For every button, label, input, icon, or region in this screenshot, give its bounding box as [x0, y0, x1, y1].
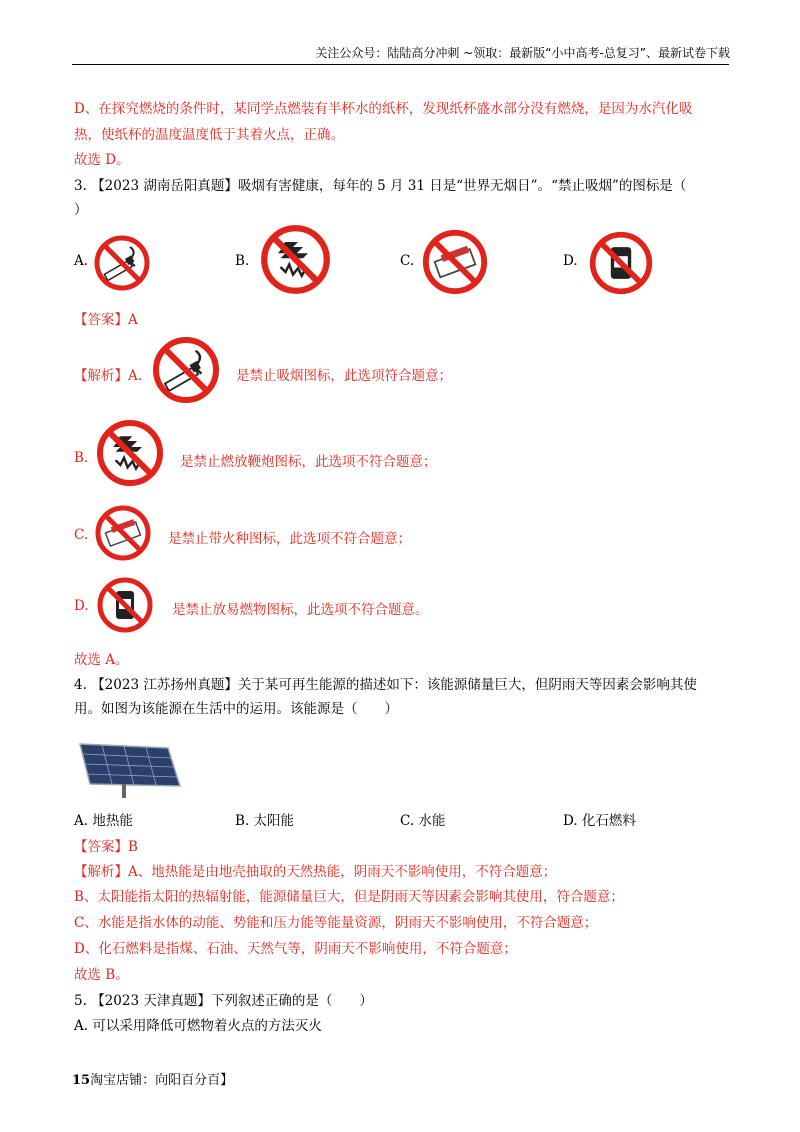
q5-number: 5. — [74, 993, 87, 1009]
page-footer — [72, 1069, 233, 1088]
q3-analysis-c-letter: C. — [74, 527, 89, 543]
q4-analysis-a — [74, 860, 556, 880]
q4-option-a: A. 地热能 — [74, 813, 133, 829]
q4-number: 4. — [74, 677, 87, 693]
q3-option-a-label: A. — [74, 253, 89, 269]
q5-stem — [74, 989, 373, 1009]
q3-answer-value: A — [128, 312, 138, 328]
q3-analysis-a — [74, 364, 142, 384]
q3-choice: 故选 A。 — [74, 652, 129, 668]
page-header: 关注公众号：陆陆高分冲刺 ~领取：最新版“小中高考-总复习”、最新试卷下载 — [315, 46, 730, 60]
no-flammables-icon — [95, 575, 155, 635]
q5-option-a: A. 可以采用降低可燃物着火点的方法灭火 — [74, 1018, 322, 1034]
q4-option-b: B. 太阳能 — [235, 813, 295, 829]
q2-analysis-d-line1: D、在探究燃烧的条件时，某同学点燃装有半杯水的纸杯，发现纸杯盛水部分没有燃烧，是因为水汽化吸 — [74, 101, 693, 117]
q4-analysis-b: B、太阳能指太阳的热辐射能，能源储量巨大，但是阴雨天等因素会影响其使用，符合题意； — [74, 889, 624, 905]
no-matches-icon — [420, 227, 490, 297]
q3-stem-line2: ） — [74, 202, 88, 218]
q3-analysis-label: 【解析】 — [74, 368, 128, 384]
q3-analysis-c-text: 是禁止带火种图标，此选项不符合题意； — [168, 531, 411, 547]
q3-number: 3. — [74, 178, 87, 194]
q5-stem-text: 下列叙述正确的是（ ） — [210, 993, 373, 1009]
q3-analysis-d-letter: D. — [74, 598, 89, 614]
q4-stem-line2: 用。如图为该能源在生活中的运用。该能源是（ ） — [74, 701, 398, 717]
q2-choice: 故选 D。 — [74, 152, 130, 168]
no-matches-icon — [93, 503, 153, 563]
header-rule — [72, 64, 729, 65]
q4-analysis-d: D、化石燃料是指煤、石油、天然气等，阴雨天不影响使用，不符合题意； — [74, 941, 517, 957]
no-smoking-icon — [150, 334, 222, 406]
q3-analysis-b-text: 是禁止燃放鞭炮图标，此选项不符合题意； — [180, 454, 437, 470]
q4-option-c: C. 水能 — [400, 813, 446, 829]
page-number: 15 — [72, 1073, 91, 1088]
q3-answer — [74, 308, 138, 328]
q3-stem-line1 — [74, 174, 686, 194]
no-flammables-icon — [587, 229, 655, 297]
q4-choice: 故选 B。 — [74, 967, 129, 983]
no-firecrackers-icon — [258, 222, 333, 297]
q4-analysis-a-text: A、地热能是由地壳抽取的天然热能，阴雨天不影响使用，不符合题意； — [128, 864, 557, 880]
q3-option-d-label: D. — [563, 253, 578, 269]
q3-answer-label: 【答案】 — [74, 312, 128, 328]
footer-shop: 淘宝店铺：向阳百分百】 — [90, 1073, 234, 1088]
q4-analysis-label: 【解析】 — [74, 864, 128, 880]
q3-analysis-b-letter: B. — [74, 450, 89, 466]
q4-option-d: D. 化石燃料 — [563, 813, 636, 829]
q4-stem: 关于某可再生能源的描述如下：该能源储量巨大，但阴雨天等因素会影响其使 — [237, 677, 697, 693]
no-smoking-icon — [92, 233, 152, 293]
q3-option-c-label: C. — [400, 253, 415, 269]
no-firecrackers-icon — [94, 417, 166, 489]
q3-option-b-label: B. — [235, 253, 250, 269]
q3-analysis-d-text: 是禁止放易燃物图标，此选项不符合题意。 — [172, 602, 429, 618]
q3-analysis-a-text: 是禁止吸烟图标，此选项符合题意； — [236, 368, 452, 384]
q5-tag: 【2023 天津真题】 — [91, 993, 211, 1009]
solar-panel-image — [76, 738, 182, 800]
q4-answer-value: B — [128, 839, 138, 855]
q2-analysis-d-line2: 热，使纸杯的温度温度低于其着火点，正确。 — [74, 127, 344, 143]
q4-tag: 【2023 江苏扬州真题】 — [91, 677, 238, 693]
q4-analysis-c: C、水能是指水体的动能、势能和压力能等能量资源，阴雨天不影响使用，不符合题意； — [74, 915, 598, 931]
q3-stem: 吸烟有害健康，每年的 5 月 31 日是“世界无烟日”。“禁止吸烟”的图标是（ — [237, 178, 687, 194]
q3-tag: 【2023 湖南岳阳真题】 — [91, 178, 238, 194]
q4-answer-label: 【答案】 — [74, 839, 128, 855]
q3-analysis-a-letter: A. — [128, 368, 143, 384]
q4-stem-line1 — [74, 673, 697, 693]
q4-answer — [74, 835, 138, 855]
